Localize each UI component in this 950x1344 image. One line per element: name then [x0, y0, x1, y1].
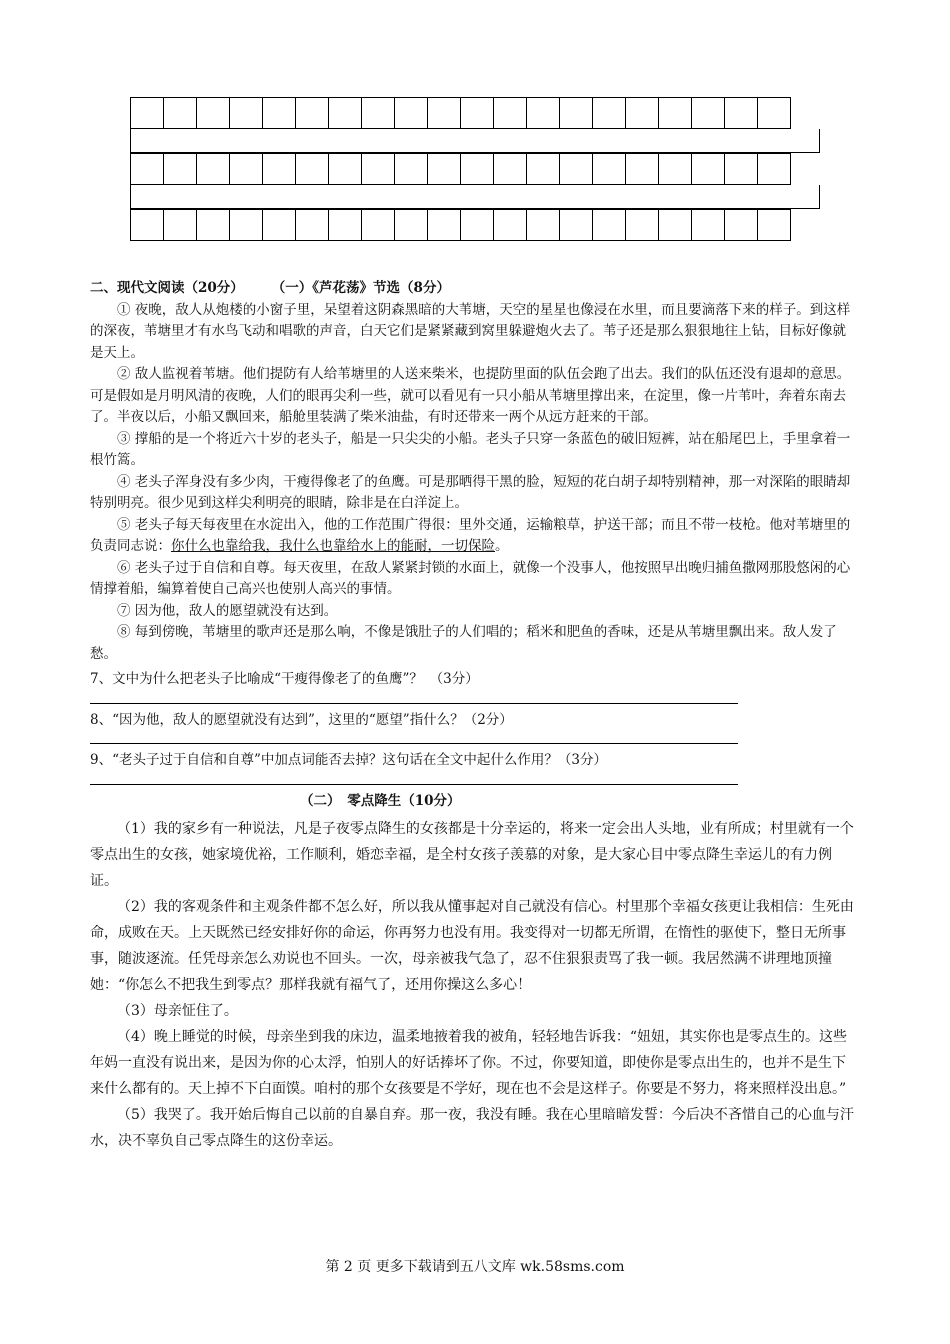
grid-cell[interactable] — [394, 209, 428, 241]
grid-cell[interactable] — [625, 209, 659, 241]
page-footer: 第 2 页 更多下载请到五八文库 wk.58sms.com — [325, 1259, 625, 1275]
paragraph: ⑥ 老头子过于自信和自尊。每天夜里，在敌人紧紧封锁的水面上，就像一个没事人，他按照早出晚归捕鱼撒网那股悠闲的心情撑着船，编算着使自己高兴也使别人高兴的事情。 — [90, 559, 851, 597]
grid-cell[interactable] — [295, 209, 329, 241]
paragraph: ④ 老头子浑身没有多少肉，干瘦得像老了的鱼鹰。可是那晒得干黑的脸，短短的花白胡子却特别精神，那一对深陷的眼睛却特别明亮。很少见到这样尖利明亮的眼睛，除非是在白洋淀上。 — [90, 473, 851, 511]
grid-cell[interactable] — [427, 153, 461, 185]
grid-cell[interactable] — [658, 153, 692, 185]
grid-cell[interactable] — [196, 153, 230, 185]
grid-spacer — [130, 185, 820, 209]
paragraph: ⑦ 因为他，敌人的愿望就没有达到。 — [117, 602, 338, 619]
grid-cell[interactable] — [691, 97, 725, 129]
grid-cell[interactable] — [493, 209, 527, 241]
grid-cell[interactable] — [691, 209, 725, 241]
grid-cell[interactable] — [262, 209, 296, 241]
grid-cell[interactable] — [460, 153, 494, 185]
grid-cell[interactable] — [130, 209, 164, 241]
grid-cell[interactable] — [163, 209, 197, 241]
part1-title: （一）《芦花荡》节选（8分） — [271, 280, 450, 296]
grid-cell[interactable] — [493, 153, 527, 185]
grid-cell[interactable] — [757, 97, 791, 129]
grid-row — [130, 153, 820, 185]
answer-line[interactable] — [90, 731, 738, 744]
grid-cell[interactable] — [757, 209, 791, 241]
grid-cell[interactable] — [229, 209, 263, 241]
grid-cell[interactable] — [262, 97, 296, 129]
section-heading — [90, 278, 858, 300]
answer-line[interactable] — [90, 691, 738, 704]
grid-cell[interactable] — [691, 153, 725, 185]
grid-cell[interactable] — [229, 97, 263, 129]
grid-cell[interactable] — [592, 97, 626, 129]
answer-line[interactable] — [90, 772, 738, 785]
grid-cell[interactable] — [328, 97, 362, 129]
para5-underlined: 你什么也靠给我，我什么也靠给水上的能耐，一切保险 — [171, 538, 495, 554]
grid-cell[interactable] — [328, 153, 362, 185]
grid-cell[interactable] — [295, 97, 329, 129]
grid-row — [130, 209, 820, 241]
grid-cell[interactable] — [658, 209, 692, 241]
part2-body — [90, 816, 858, 1154]
grid-cell[interactable] — [361, 153, 395, 185]
grid-cell[interactable] — [163, 153, 197, 185]
grid-cell[interactable] — [592, 153, 626, 185]
grid-cell[interactable] — [229, 153, 263, 185]
grid-cell[interactable] — [394, 153, 428, 185]
grid-cell[interactable] — [592, 209, 626, 241]
grid-cell[interactable] — [559, 153, 593, 185]
paragraph: （5）我哭了。我开始后悔自己以前的自暴自弃。那一夜，我没有睡。我在心里暗暗发誓：今后决不吝惜自己的心血与汗水，决不辜负自己零点降生的这份幸运。 — [90, 1107, 854, 1149]
grid-cell[interactable] — [625, 97, 659, 129]
grid-cell[interactable] — [427, 97, 461, 129]
paragraph: ③ 撑船的是一个将近六十岁的老头子，船是一只尖尖的小船。老头子只穿一条蓝色的破旧短裤，站在船尾巴上，手里拿着一根竹篙。 — [90, 430, 851, 468]
paragraph — [90, 515, 858, 558]
paragraph: （4）晚上睡觉的时候，母亲坐到我的床边，温柔地掖着我的被角，轻轻地告诉我：“妞妞，其实你也是零点生的。这些年妈一直没有说出来，是因为你的心太浮，怕别人的好话捧坏了你。不过，你要知道，即使你是零点出生的，也并不是生下来什么都有的。天上掉不下白面馍。咱村的那个女孩要是不学好，现在也不会是这样子。你要是不努力，将来照样没出息。” — [90, 1029, 848, 1097]
grid-cell[interactable] — [493, 97, 527, 129]
document-content — [90, 278, 858, 1154]
grid-cell[interactable] — [460, 209, 494, 241]
grid-cell[interactable] — [724, 97, 758, 129]
grid-spacer — [130, 129, 820, 153]
question: 8、“因为他，敌人的愿望就没有达到”，这里的“愿望”指什么？（2分） — [90, 711, 513, 728]
grid-cell[interactable] — [559, 209, 593, 241]
grid-cell[interactable] — [130, 153, 164, 185]
grid-cell[interactable] — [196, 209, 230, 241]
grid-cell[interactable] — [757, 153, 791, 185]
paragraph: （3）母亲怔住了。 — [117, 1003, 238, 1019]
grid-cell[interactable] — [724, 153, 758, 185]
paragraph: ② 敌人监视着苇塘。他们提防有人给苇塘里的人送来柴米，也提防里面的队伍会跑了出去。我们的队伍还没有退却的意思。可是假如是月明风清的夜晚，人们的眼再尖利一些，就可以看见有一只小船从苇塘里撑出来，在淀里，像一片苇叶，奔着东南去了。半夜以后，小船又飘回来，船舱里装满了柴米油盐，有时还带来一两个从远方赶来的干部。 — [90, 366, 851, 425]
grid-cell[interactable] — [295, 153, 329, 185]
grid-cell[interactable] — [262, 153, 296, 185]
grid-cell[interactable] — [460, 97, 494, 129]
part2-title: （二） 零点降生（10分） — [300, 792, 461, 809]
grid-cell[interactable] — [328, 209, 362, 241]
grid-cell[interactable] — [394, 97, 428, 129]
question: 9、“老头子过于自信和自尊”中加点词能否去掉？这句话在全文中起什么作用？（3分） — [90, 752, 607, 768]
grid-cell[interactable] — [658, 97, 692, 129]
section-title: 二、现代文阅读（20分） — [90, 280, 244, 296]
paragraph: ⑧ 每到傍晚，苇塘里的歌声还是那么响，不像是饿肚子的人们唱的；稻米和肥鱼的香味，还是从苇塘里飘出来。敌人发了愁。 — [90, 624, 837, 662]
para5-text: ⑤ 老头子每天每夜里在水淀出入，他的工作范围广得很：里外交通，运输粮草，护送干部；而且不带一枝枪。他对苇塘里的负责同志说： — [90, 516, 851, 554]
grid-cell[interactable] — [526, 97, 560, 129]
grid-cell[interactable] — [196, 97, 230, 129]
grid-cell[interactable] — [130, 97, 164, 129]
grid-cell[interactable] — [526, 209, 560, 241]
grid-cell[interactable] — [163, 97, 197, 129]
grid-cell[interactable] — [427, 209, 461, 241]
grid-cell[interactable] — [361, 209, 395, 241]
question: 7、文中为什么把老头子比喻成“干瘦得像老了的鱼鹰”？ （3分） — [90, 671, 479, 687]
paragraph: （1）我的家乡有一种说法，凡是子夜零点降生的女孩都是十分幸运的，将来一定会出人头地，业有所成；村里就有一个零点出生的女孩，她家境优裕，工作顺利，婚恋幸福，是全村女孩子羡慕的对象，是大家心目中零点降生幸运儿的有力例证。 — [90, 821, 854, 889]
grid-row — [130, 97, 820, 129]
grid-cell[interactable] — [526, 153, 560, 185]
grid-cell[interactable] — [625, 153, 659, 185]
grid-cell[interactable] — [559, 97, 593, 129]
paragraph: （2）我的客观条件和主观条件都不怎么好，所以我从懂事起对自己就没有信心。村里那个幸福女孩更让我相信：生死由命，成败在天。上天既然已经安排好你的命运，你再努力也没有用。我变得对一切都无所谓，在惰性的驱使下，整日无所事事，随波逐流。任凭母亲怎么劝说也不回头。一次，母亲被我气急了，忍不住狠狠责骂了我一顿。我居然满不讲理地顶撞她：“你怎么不把我生到零点？那样我就有福气了，还用你操这么多心！ — [90, 899, 854, 993]
grid-cell[interactable] — [724, 209, 758, 241]
paragraph: ① 夜晚，敌人从炮楼的小窗子里，呆望着这阴森黑暗的大苇塘，天空的星星也像浸在水里，而且要滴落下来的样子。到这样的深夜，苇塘里才有水鸟飞动和唱歌的声音，白天它们是紧紧藏到窝里躲避炮火去了。苇子还是那么狠狠地往上钻，目标好像就是天上。 — [90, 301, 851, 361]
grid-cell[interactable] — [361, 97, 395, 129]
para5-end: 。 — [495, 538, 509, 554]
writing-grid — [130, 97, 820, 241]
